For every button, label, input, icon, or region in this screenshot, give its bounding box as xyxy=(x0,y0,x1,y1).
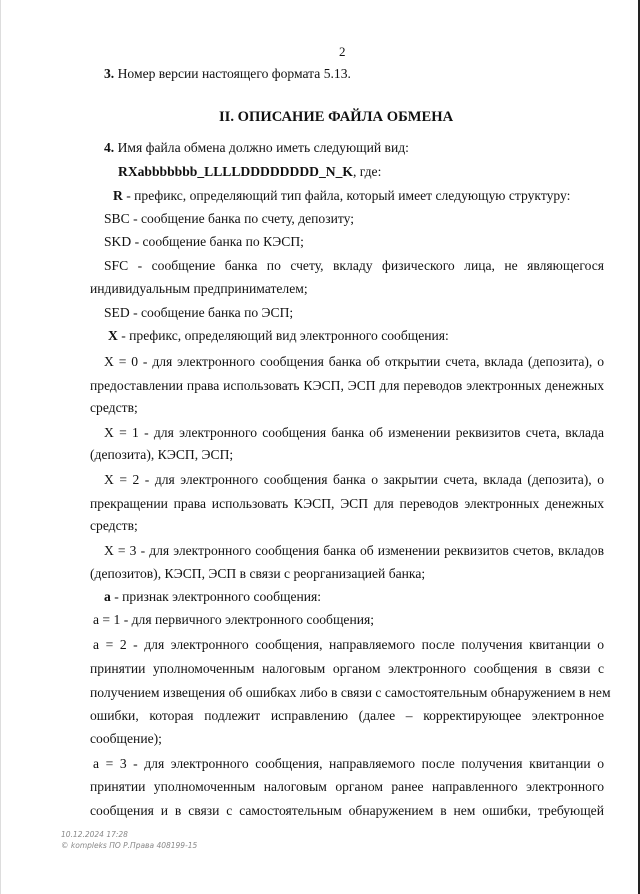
a3-line-1: а = 3 - для электронного сообщения, направляемого после получения квитанции о xyxy=(93,756,604,771)
a-prefix-letter: а xyxy=(104,589,111,604)
item-4-number: 4. xyxy=(104,140,115,155)
x3-line-2: (депозитов), КЭСП, ЭСП в связи с реорганизацией банка; xyxy=(90,566,426,581)
sfc-line-1: SFC - сообщение банка по счету, вкладу физического лица, не являющегося xyxy=(104,258,604,273)
x2-line-1: X = 2 - для электронного сообщения банка о закрытии счета, вклада (депозита), о xyxy=(104,472,604,487)
a3-line-3: сообщения и в связи с самостоятельным обнаружением в нем ошибки, требующей xyxy=(90,803,604,818)
a2-line-1: а = 2 - для электронного сообщения, направляемого после получения квитанции о xyxy=(93,637,604,652)
x0-line-2: предоставлении права использовать КЭСП, ЭСП для переводов электронных денежных xyxy=(90,378,604,393)
r-prefix-letter: R xyxy=(113,188,123,203)
item-3 xyxy=(104,66,351,82)
footer-stamp: © kompleks ПО Р.Права 408199-15 xyxy=(61,841,198,850)
r-prefix-text: - префикс, определяющий тип файла, который имеет следующую структуру: xyxy=(122,188,571,203)
x2-line-2: прекращении права использовать КЭСП, ЭСП для переводов электронных денежных xyxy=(90,496,604,511)
sed-line: SED - сообщение банка по ЭСП; xyxy=(104,305,294,320)
a2-line-2: принятии уполномоченным налоговым органом электронного сообщения в связи с xyxy=(90,661,604,676)
section-heading: II. ОПИСАНИЕ ФАЙЛА ОБМЕНА xyxy=(219,109,454,125)
x2-line-3: средств; xyxy=(90,518,138,533)
a2-line-4: ошибки, которая подлежит исправлению (далее – корректирующее электронное xyxy=(90,708,604,723)
x1-line-2: (депозита), КЭСП, ЭСП; xyxy=(90,447,234,462)
a2-line-3: получением извещения об ошибках либо в связи с самостоятельным обнаружением в нем xyxy=(90,685,611,700)
a1-line: а = 1 - для первичного электронного сообщения; xyxy=(93,612,375,627)
a-prefix-text: - признак электронного сообщения: xyxy=(110,589,322,604)
footer-date: 10.12.2024 17:28 xyxy=(61,830,128,839)
a2-line-5: сообщение); xyxy=(90,731,162,746)
filename-pattern-line xyxy=(118,164,381,180)
a-prefix-line xyxy=(104,589,321,605)
x0-line-1: X = 0 - для электронного сообщения банка об открытии счета, вклада (депозита), о xyxy=(104,354,604,369)
skd-line: SKD - сообщение банка по КЭСП; xyxy=(104,234,304,249)
item-3-number: 3. xyxy=(104,66,115,81)
filename-pattern: RXabbbbbbb_LLLLDDDDDDDD_N_K xyxy=(118,164,353,179)
a3-line-2: принятии уполномоченным налоговым органом ранее направленного электронного xyxy=(90,779,604,794)
r-prefix-line xyxy=(113,188,570,204)
filename-suffix: , где: xyxy=(352,164,382,179)
x-prefix-letter: X xyxy=(108,328,118,343)
sfc-line-2: индивидуальным предпринимателем; xyxy=(90,281,308,296)
item-4-text: Имя файла обмена должно иметь следующий вид: xyxy=(117,140,409,155)
item-4 xyxy=(104,140,409,156)
x0-line-3: средств; xyxy=(90,400,138,415)
x3-line-1: X = 3 - для электронного сообщения банка об изменении реквизитов счетов, вкладов xyxy=(104,543,604,558)
x-prefix-line xyxy=(108,328,449,344)
x-prefix-text: - префикс, определяющий вид электронного сообщения: xyxy=(117,328,449,343)
x1-line-1: X = 1 - для электронного сообщения банка об изменении реквизитов счета, вклада xyxy=(104,425,604,440)
page-number: 2 xyxy=(339,44,346,59)
item-3-text: Номер версии настоящего формата 5.13. xyxy=(117,66,351,81)
sbc-line: SBC - сообщение банка по счету, депозиту; xyxy=(104,211,355,226)
